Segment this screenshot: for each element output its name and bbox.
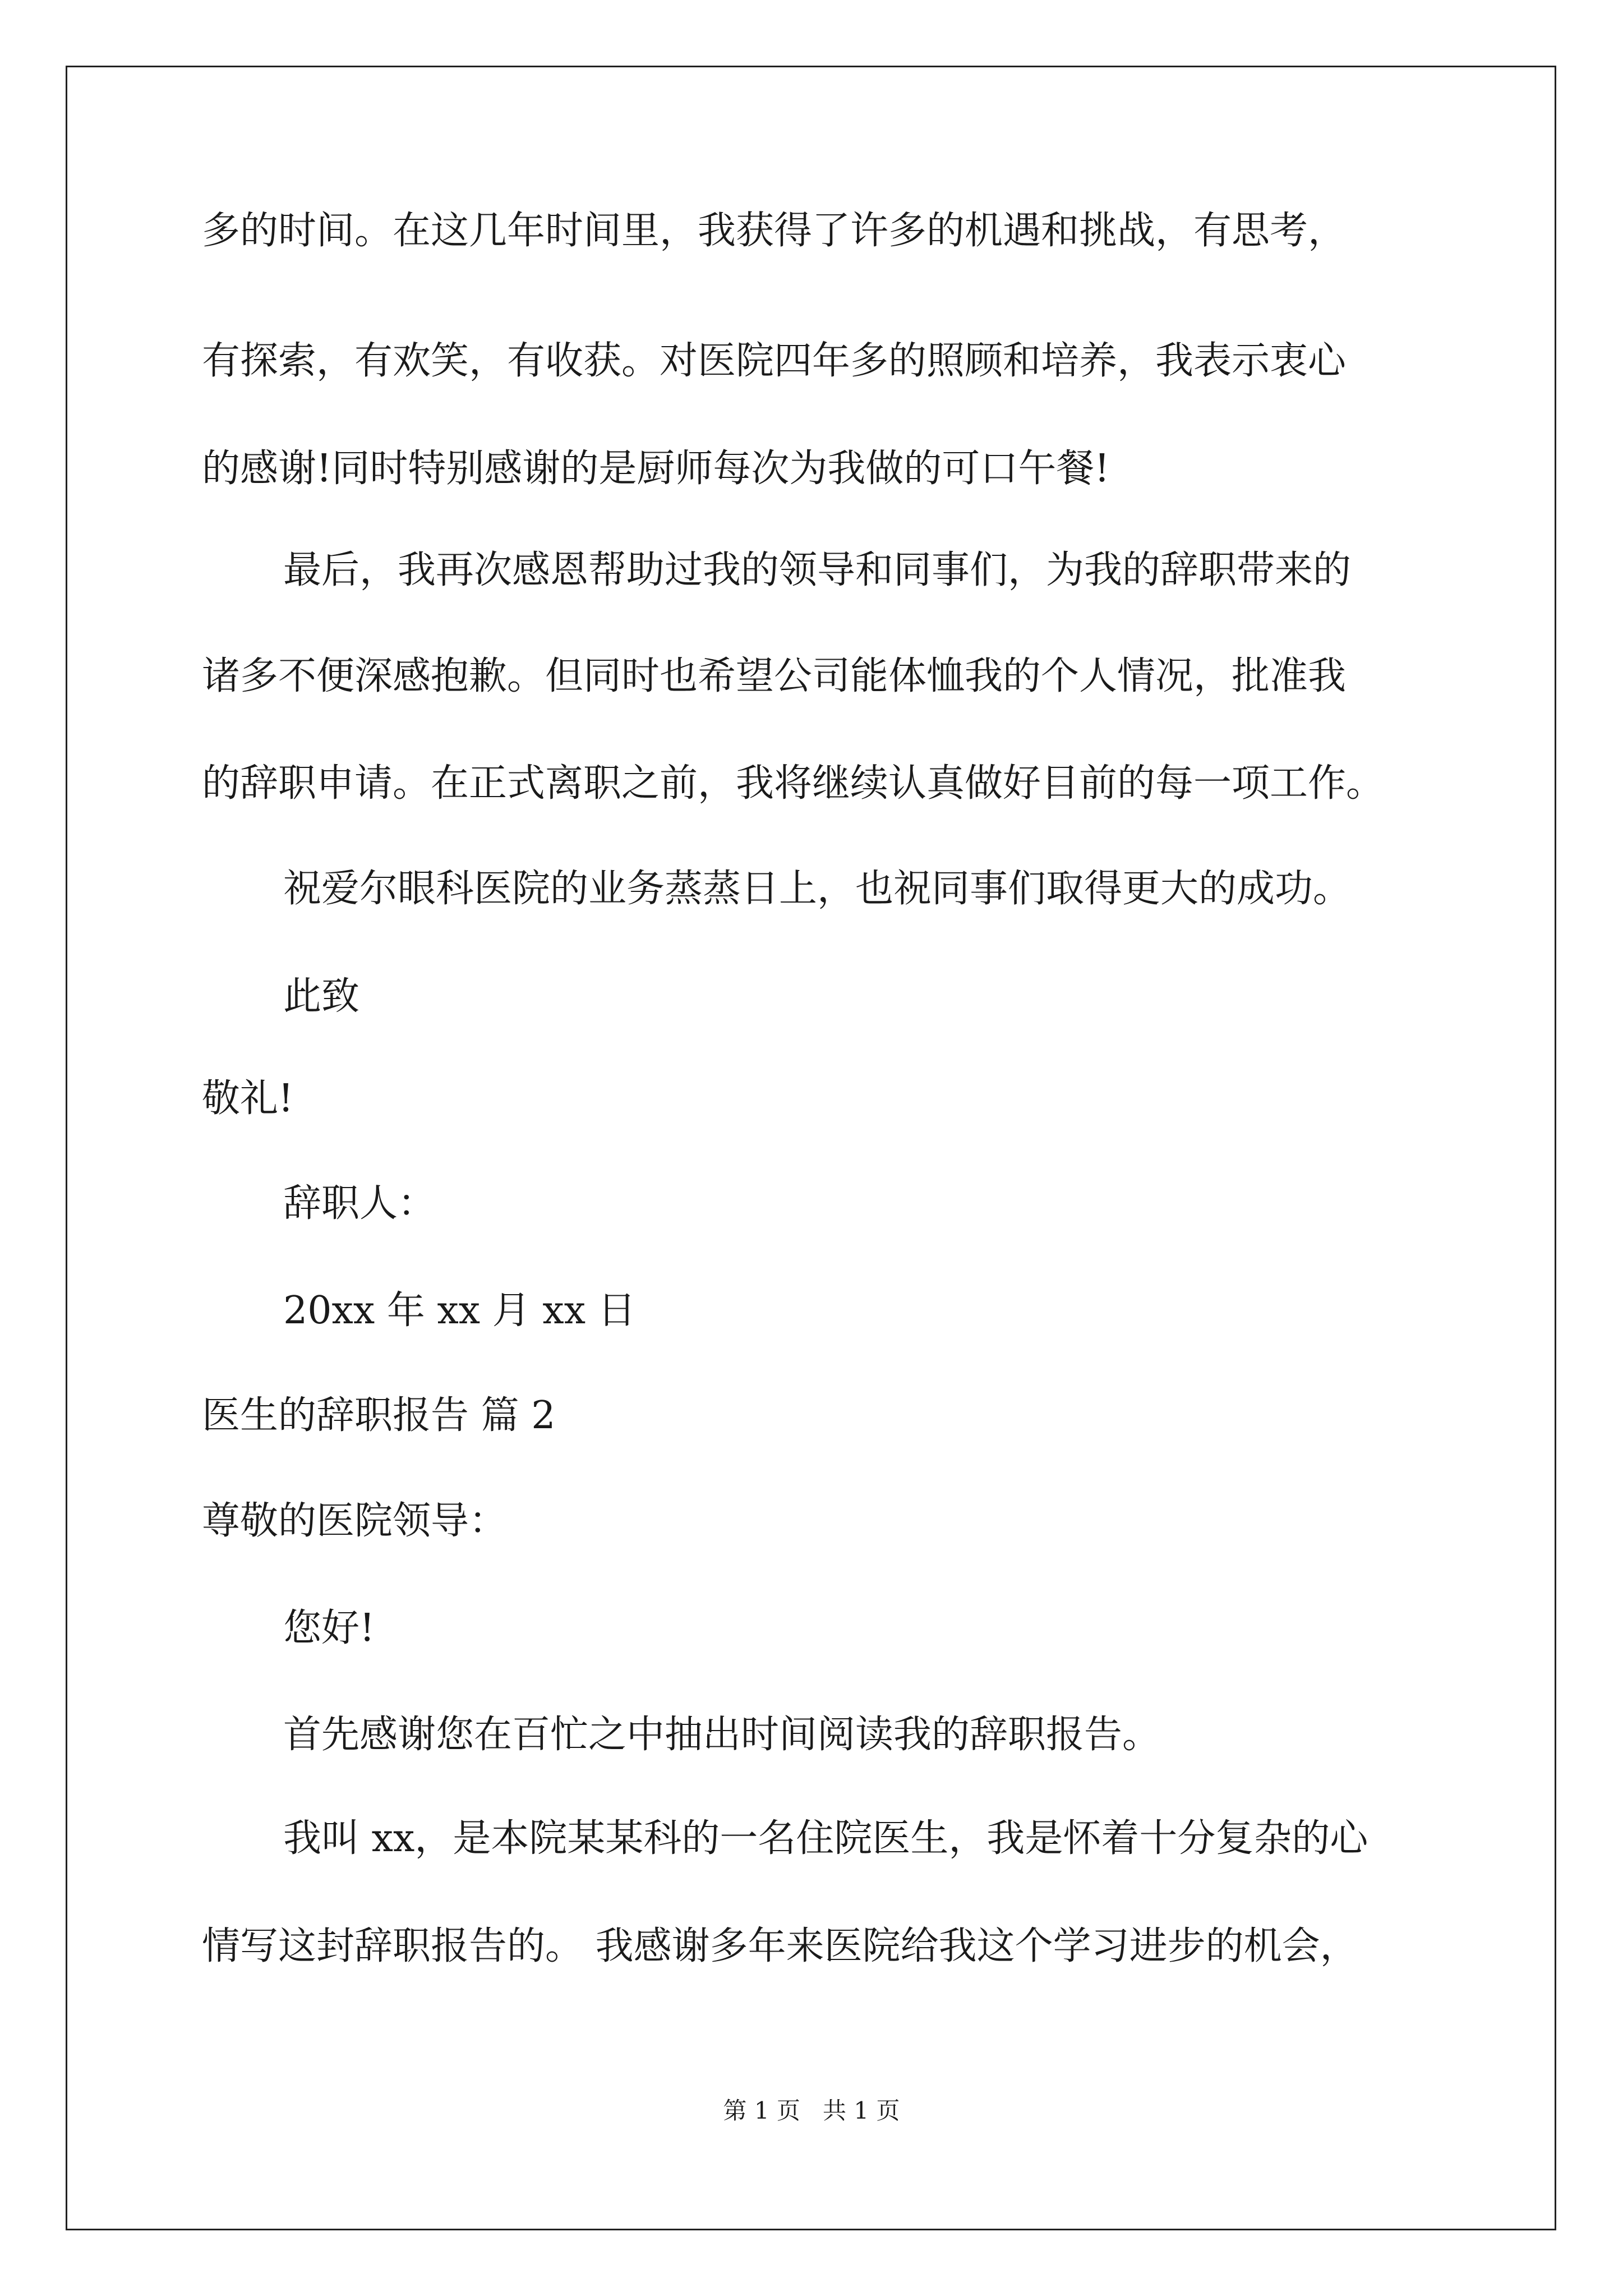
- salutation-closing: 敬礼!: [202, 1076, 294, 1121]
- greeting: 您好!: [283, 1606, 375, 1650]
- body-text-line: 的辞职申请。在正式离职之前，我将继续认真做好目前的每一项工作。: [202, 761, 1385, 806]
- closing-phrase: 此致: [283, 974, 360, 1019]
- body-text-line: 诸多不便深感抱歉。但同时也希望公司能体恤我的个人情况，批准我: [202, 654, 1347, 698]
- body-text-line: 有探索，有欢笑，有收获。对医院四年多的照顾和培养，我表示衷心: [202, 339, 1347, 383]
- signature-date: 20xx 年 xx 月 xx 日: [283, 1289, 636, 1333]
- paragraph-first-line: 我叫 xx，是本院某某科的一名住院医生，我是怀着十分复杂的心: [283, 1816, 1368, 1861]
- body-text-line: 的感谢!同时特别感谢的是厨师每次为我做的可口午餐!: [202, 447, 1110, 491]
- paragraph-first-line: 首先感谢您在百忙之中抽出时间阅读我的辞职报告。: [283, 1713, 1161, 1757]
- page-footer: 第 1 页 共 1 页: [723, 2097, 900, 2124]
- paragraph-first-line: 祝爱尔眼科医院的业务蒸蒸日上，也祝同事们取得更大的成功。: [283, 867, 1352, 911]
- body-text-line: 多的时间。在这几年时间里，我获得了许多的机遇和挑战，有思考，: [202, 209, 1347, 253]
- paragraph-first-line: 最后，我再次感恩帮助过我的领导和同事们，为我的辞职带来的: [283, 548, 1352, 592]
- section-heading: 医生的辞职报告 篇 2: [202, 1393, 556, 1438]
- body-text-line: 情写这封辞职报告的。 我感谢多年来医院给我这个学习进步的机会，: [202, 1924, 1358, 1968]
- signature-label: 辞职人：: [283, 1181, 436, 1226]
- page-border: [66, 66, 1556, 2230]
- letter-salutation: 尊敬的医院领导：: [202, 1499, 508, 1543]
